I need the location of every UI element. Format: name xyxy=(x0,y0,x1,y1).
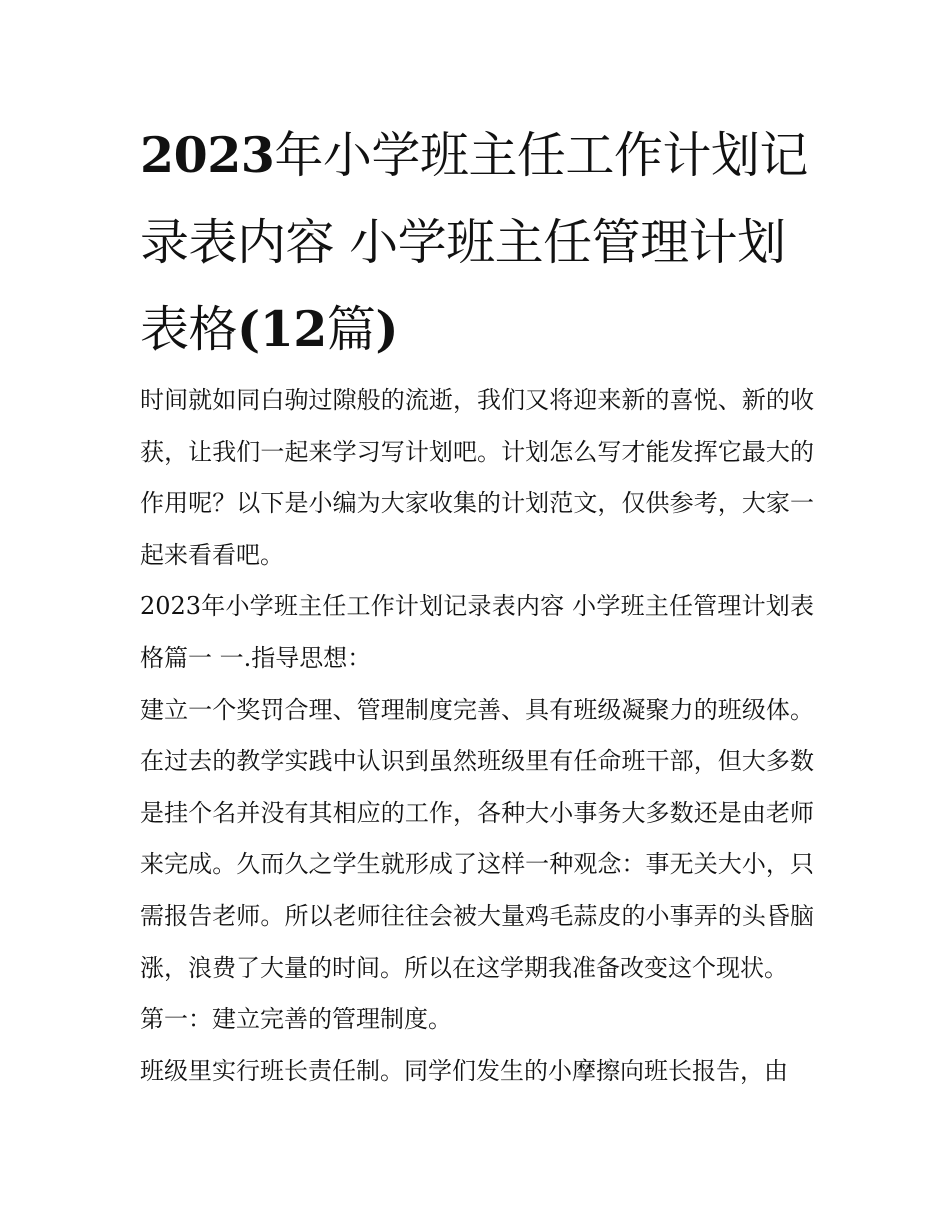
title-close-paren: ) xyxy=(375,300,399,358)
subheading-first: 第一：建立完善的管理制度。 xyxy=(140,1005,452,1034)
title-line-1 xyxy=(140,112,814,199)
intro-paragraph: 时间就如同白驹过隙般的流逝，我们又将迎来新的喜悦、新的收获，让我们一起来学习写计划吧。计划怎么写才能发挥它最大的作用呢？以下是小编为大家收集的计划范文，仅供参考，大家一起来看看吧。 xyxy=(140,386,814,569)
document-page xyxy=(140,112,814,1097)
title-line-2: 录表内容 小学班主任管理计划 xyxy=(140,214,786,271)
title-line-3-text-a: 表格 xyxy=(140,301,238,358)
section-heading: 2023年小学班主任工作计划记录表内容 小学班主任管理计划表格篇一 一.指导思想： xyxy=(140,592,814,672)
body-paragraph-cut: 班级里实行班长责任制。同学们发生的小摩擦向班长报告，由 xyxy=(140,1056,788,1085)
title-count: (12 xyxy=(237,300,327,358)
document-title xyxy=(140,112,814,373)
body-paragraph: 建立一个奖罚合理、管理制度完善、具有班级凝聚力的班级体。在过去的教学实践中认识到虽然班级里有任命班干部，但大多数是挂个名并没有其相应的工作，各种大小事务大多数还是由老师来完成。久而久之学生就形成了这样一种观念：事无关大小，只需报告老师。所以老师往往会被大量鸡毛蒜皮的小事弄的头昏脑涨，浪费了大量的时间。所以在这学期我准备改变这个现状。 xyxy=(140,695,814,982)
title-line-1-text: 年小学班主任工作计划记 xyxy=(274,127,808,184)
title-line-3 xyxy=(140,286,814,373)
title-line-3-text-b: 篇 xyxy=(326,301,376,358)
title-year: 2023 xyxy=(140,126,275,184)
